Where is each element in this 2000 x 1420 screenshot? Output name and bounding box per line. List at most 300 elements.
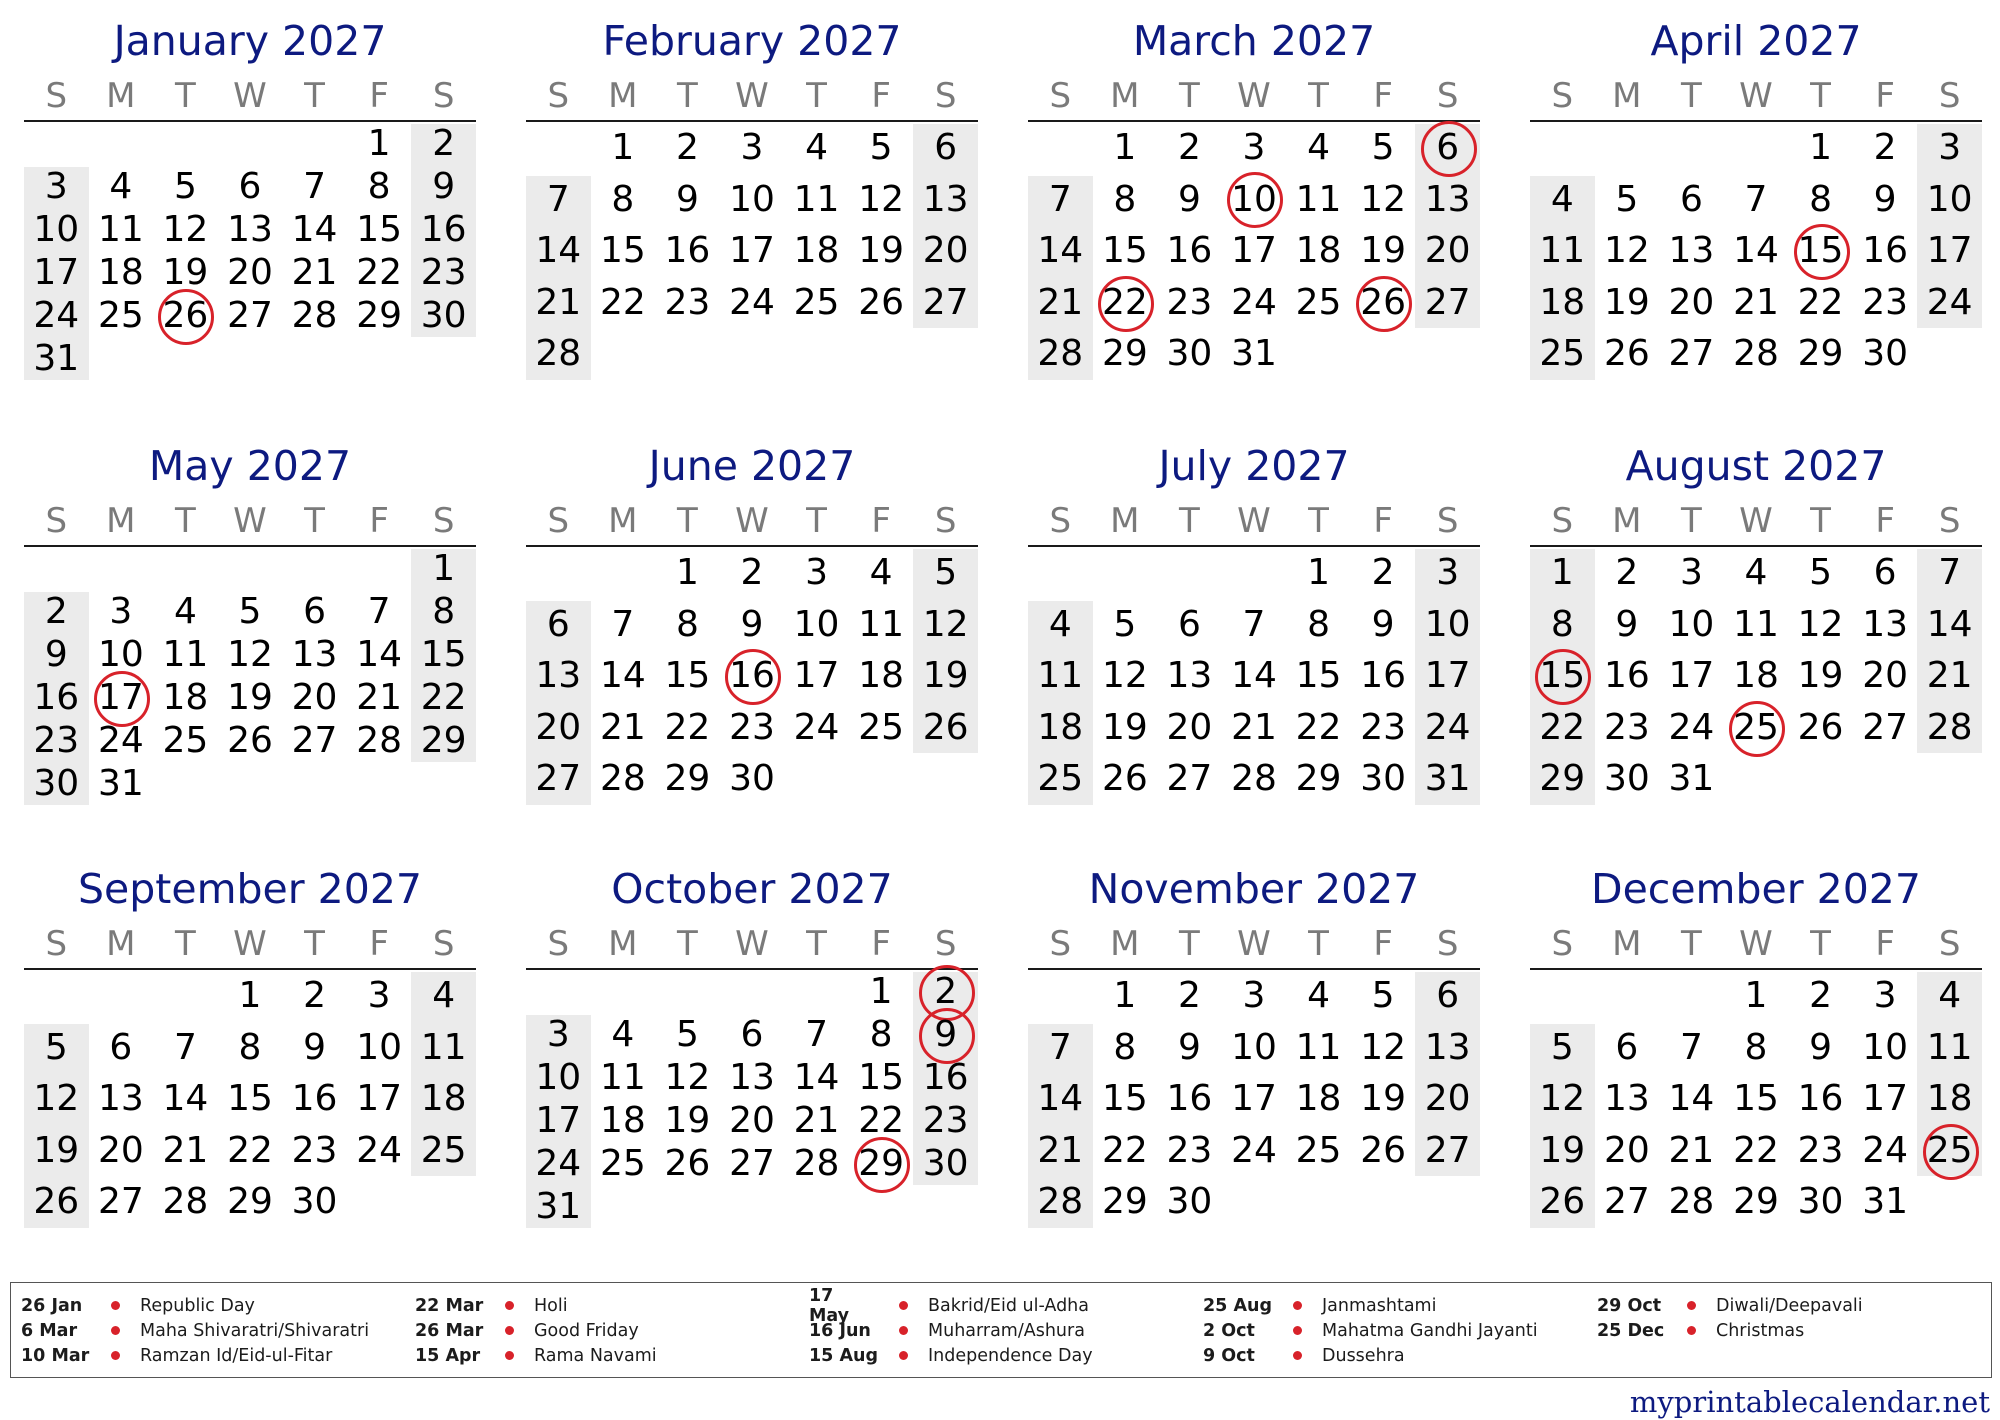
holiday-entry (21, 1318, 415, 1343)
weekday-header: T (1179, 501, 1200, 541)
weekday-header: T (1308, 76, 1329, 116)
day-cell: 7 (303, 166, 326, 207)
holiday-date: 17 May (809, 1285, 850, 1326)
week-row (1530, 599, 1982, 651)
holiday-name: Mahatma Gandhi Jayanti (1322, 1320, 1538, 1341)
holiday-entry (21, 1343, 415, 1368)
empty-day-cell (1093, 547, 1158, 599)
day-cell: 15 (356, 209, 402, 250)
day-cell: 9 (1177, 178, 1201, 220)
holiday-column (415, 1293, 809, 1377)
day-cell: 4 (432, 975, 456, 1016)
day-cell: 11 (1295, 1026, 1342, 1068)
empty-day-cell (347, 337, 412, 380)
day-cell: 1 (238, 975, 262, 1016)
week-row (24, 970, 476, 1022)
red-dot-icon (505, 1301, 514, 1310)
day-cell: 2 (1809, 975, 1832, 1016)
week-row (1028, 547, 1480, 599)
weeks-body (1530, 970, 1982, 1228)
weekday-header-row (526, 497, 978, 547)
day-cell: 5 (1809, 552, 1832, 593)
day-cell: 28 (356, 720, 402, 761)
empty-day-cell (591, 970, 656, 1013)
day-cell: 18 (1539, 281, 1586, 323)
day-cell: 30 (1797, 1181, 1844, 1223)
day-cell: 30 (1360, 758, 1406, 800)
weekday-header: M (608, 924, 638, 964)
day-cell: 21 (599, 706, 646, 748)
day-cell: 29 (227, 1181, 273, 1223)
day-cell: 4 (1307, 127, 1330, 168)
day-cell: 10 (97, 634, 144, 675)
holiday-name: Dussehra (1322, 1345, 1405, 1366)
weekday-header: S (547, 924, 570, 964)
week-row (526, 1185, 978, 1228)
day-cell: 7 (1048, 1026, 1072, 1068)
holiday-name: Bakrid/Eid ul-Adha (928, 1295, 1089, 1316)
empty-day-cell (218, 762, 283, 805)
day-cell: 4 (1048, 603, 1072, 645)
weekday-header: T (304, 924, 325, 964)
day-cell: 6 (1177, 603, 1201, 645)
empty-day-cell (1415, 328, 1480, 380)
day-cell: 19 (1360, 230, 1406, 272)
weekday-header-row (1530, 920, 1982, 970)
day-cell: 14 (1668, 1078, 1715, 1120)
day-cell: 5 (1371, 975, 1395, 1016)
day-cell: 16 (33, 677, 80, 718)
empty-day-cell (1286, 328, 1351, 380)
holiday-day-cell: 26 (153, 294, 218, 337)
week-row (526, 328, 978, 380)
day-cell: 14 (535, 230, 582, 272)
day-cell: 19 (1101, 706, 1148, 748)
day-cell: 17 (1424, 655, 1471, 697)
month-title: June 2027 (648, 442, 856, 490)
holiday-name: Christmas (1716, 1320, 1805, 1341)
day-cell: 8 (869, 1014, 893, 1055)
day-cell: 8 (675, 603, 699, 645)
holiday-entry (809, 1285, 1203, 1326)
day-cell: 11 (1295, 178, 1342, 220)
day-cell: 17 (356, 1078, 402, 1120)
day-cell: 17 (1231, 230, 1277, 272)
weeks-body (526, 970, 978, 1228)
day-cell: 30 (729, 758, 775, 800)
day-cell: 15 (599, 230, 646, 272)
day-cell: 3 (367, 975, 391, 1016)
weekday-header: T (806, 501, 827, 541)
holiday-name: Rama Navami (534, 1345, 657, 1366)
day-cell: 7 (173, 1026, 197, 1068)
week-row (526, 1013, 978, 1056)
day-cell: 14 (793, 1057, 840, 1098)
day-cell: 8 (1113, 1026, 1137, 1068)
day-cell: 1 (675, 552, 699, 593)
day-cell: 17 (1668, 655, 1715, 697)
day-cell: 16 (1797, 1078, 1844, 1120)
empty-day-cell (1595, 970, 1660, 1022)
day-cell: 24 (33, 295, 80, 336)
day-cell: 7 (805, 1014, 828, 1055)
weekday-header: T (806, 76, 827, 116)
month-calendar (1028, 858, 1480, 1228)
empty-day-cell (89, 970, 154, 1022)
holiday-day-cell: 29 (849, 1142, 914, 1185)
week-row (1028, 122, 1480, 174)
day-cell: 23 (1360, 706, 1406, 748)
day-cell: 22 (420, 677, 467, 718)
day-cell: 28 (162, 1181, 209, 1223)
empty-day-cell (720, 970, 785, 1013)
day-cell: 12 (922, 603, 969, 645)
week-row (1028, 277, 1480, 329)
day-cell: 18 (1037, 706, 1084, 748)
day-cell: 10 (1862, 1026, 1908, 1068)
day-cell: 11 (420, 1026, 467, 1068)
day-cell: 27 (227, 295, 273, 336)
weekday-header: S (432, 501, 455, 541)
day-cell: 23 (1862, 281, 1908, 323)
day-cell: 26 (227, 720, 273, 761)
day-cell: 5 (934, 552, 958, 593)
empty-day-cell (1286, 1176, 1351, 1228)
weekday-header: S (45, 924, 68, 964)
day-cell: 4 (1744, 552, 1768, 593)
day-cell: 9 (44, 634, 68, 675)
day-cell: 12 (1360, 1026, 1406, 1068)
weekday-header: W (735, 924, 769, 964)
day-cell: 12 (1539, 1078, 1586, 1120)
day-cell: 25 (1295, 281, 1342, 323)
weekday-header-row (1530, 497, 1982, 547)
day-cell: 2 (1615, 552, 1639, 593)
week-row (24, 1022, 476, 1074)
empty-day-cell (218, 337, 283, 380)
empty-day-cell (1724, 753, 1789, 805)
day-cell: 13 (227, 209, 273, 250)
day-cell: 27 (1668, 333, 1715, 375)
weekday-header: T (677, 924, 698, 964)
weekday-header: W (1237, 76, 1271, 116)
day-cell: 25 (97, 295, 144, 336)
day-cell: 19 (922, 655, 969, 697)
day-cell: 31 (1231, 333, 1277, 375)
weekday-header: S (1049, 924, 1072, 964)
weekday-header: M (106, 924, 136, 964)
day-cell: 7 (1679, 1026, 1703, 1068)
day-cell: 8 (1307, 603, 1330, 645)
holiday-entry (415, 1293, 809, 1318)
empty-day-cell (1351, 1176, 1416, 1228)
day-cell: 3 (1938, 127, 1962, 168)
weekday-header-row (1028, 920, 1480, 970)
weekday-header: F (871, 76, 891, 116)
weekday-header: T (175, 501, 196, 541)
day-cell: 26 (1360, 1129, 1406, 1171)
day-cell: 13 (1166, 655, 1213, 697)
day-cell: 23 (729, 706, 775, 748)
day-cell: 14 (1926, 603, 1973, 645)
day-cell: 8 (1113, 178, 1137, 220)
empty-day-cell (282, 762, 347, 805)
day-cell: 6 (934, 127, 958, 168)
day-cell: 9 (675, 178, 699, 220)
week-row (1028, 702, 1480, 754)
day-cell: 12 (162, 209, 209, 250)
weekday-header: S (1436, 924, 1459, 964)
day-cell: 20 (1166, 706, 1213, 748)
day-cell: 28 (291, 295, 338, 336)
empty-day-cell (1917, 1176, 1982, 1228)
empty-day-cell (153, 337, 218, 380)
day-cell: 10 (535, 1057, 582, 1098)
day-cell: 28 (599, 758, 646, 800)
day-cell: 2 (740, 552, 764, 593)
empty-day-cell (655, 328, 720, 380)
day-cell: 27 (1603, 1181, 1650, 1223)
day-cell: 29 (420, 720, 467, 761)
day-cell: 31 (97, 763, 144, 804)
day-cell: 14 (1733, 230, 1779, 272)
day-cell: 16 (1166, 1078, 1213, 1120)
month-title: August 2027 (1625, 442, 1887, 490)
weekday-header: M (1110, 924, 1140, 964)
day-cell: 9 (432, 166, 456, 207)
empty-day-cell (282, 337, 347, 380)
weekday-header: S (1436, 76, 1459, 116)
day-cell: 18 (1926, 1078, 1973, 1120)
day-cell: 26 (33, 1181, 80, 1223)
week-row (526, 970, 978, 1013)
week-row (1530, 753, 1982, 805)
empty-day-cell (526, 970, 591, 1013)
day-cell: 13 (1424, 1026, 1471, 1068)
day-cell: 2 (1371, 552, 1395, 593)
empty-day-cell (1028, 122, 1093, 174)
week-row (1530, 277, 1982, 329)
day-cell: 18 (858, 655, 904, 697)
day-cell: 7 (1242, 603, 1266, 645)
week-row (526, 702, 978, 754)
weekday-header: M (1612, 924, 1642, 964)
empty-day-cell (1788, 753, 1853, 805)
site-footer[interactable]: myprintablecalendar.net (1629, 1385, 1990, 1419)
day-cell: 4 (805, 127, 828, 168)
day-cell: 17 (1926, 230, 1973, 272)
empty-day-cell (218, 122, 283, 165)
weeks-body (526, 547, 978, 805)
red-dot-icon (1687, 1301, 1696, 1310)
day-cell: 13 (1603, 1078, 1650, 1120)
week-row (24, 165, 476, 208)
day-cell: 26 (1797, 706, 1844, 748)
day-cell: 24 (1231, 281, 1277, 323)
holiday-day-cell: 17 (89, 676, 154, 719)
holiday-date: 9 Oct (1203, 1345, 1255, 1366)
week-row (24, 1073, 476, 1125)
month-title: May 2027 (148, 442, 352, 490)
holiday-name: Good Friday (534, 1320, 639, 1341)
day-cell: 4 (1307, 975, 1330, 1016)
day-cell: 18 (1295, 230, 1342, 272)
holiday-day-cell: 26 (1351, 277, 1416, 329)
day-cell: 11 (1926, 1026, 1973, 1068)
day-cell: 20 (227, 252, 273, 293)
weekday-header: F (1875, 501, 1895, 541)
day-cell: 7 (1048, 178, 1072, 220)
day-cell: 24 (1668, 706, 1715, 748)
day-cell: 25 (1539, 333, 1586, 375)
empty-day-cell (1222, 547, 1287, 599)
day-cell: 20 (1424, 230, 1471, 272)
day-cell: 25 (1295, 1129, 1342, 1171)
day-cell: 21 (793, 1100, 840, 1141)
day-cell: 22 (227, 1129, 273, 1171)
month-title: February 2027 (602, 17, 902, 65)
week-row (1028, 599, 1480, 651)
week-row (24, 547, 476, 590)
empty-day-cell (89, 122, 154, 165)
weekday-header: W (1739, 501, 1773, 541)
day-cell: 9 (1177, 1026, 1201, 1068)
day-cell: 5 (1371, 127, 1395, 168)
day-cell: 17 (1862, 1078, 1908, 1120)
week-row (1530, 547, 1982, 599)
weeks-body (1028, 547, 1480, 805)
holiday-name: Muharram/Ashura (928, 1320, 1085, 1341)
holiday-date: 10 Mar (21, 1345, 90, 1366)
day-cell: 24 (729, 281, 775, 323)
week-row (24, 633, 476, 676)
week-row (1028, 328, 1480, 380)
day-cell: 20 (1668, 281, 1715, 323)
day-cell: 13 (97, 1078, 144, 1120)
day-cell: 10 (1231, 1026, 1277, 1068)
month-title: March 2027 (1132, 17, 1376, 65)
day-cell: 19 (33, 1129, 80, 1171)
day-cell: 3 (740, 127, 764, 168)
day-cell: 27 (97, 1181, 144, 1223)
day-cell: 6 (1436, 975, 1460, 1016)
empty-day-cell (153, 547, 218, 590)
day-cell: 16 (1862, 230, 1908, 272)
week-row (526, 174, 978, 226)
day-cell: 12 (1797, 603, 1844, 645)
empty-day-cell (1157, 547, 1222, 599)
weekday-header: T (1179, 924, 1200, 964)
day-cell: 21 (535, 281, 582, 323)
day-cell: 11 (599, 1057, 646, 1098)
empty-day-cell (411, 762, 476, 805)
month-calendar (1530, 858, 1982, 1228)
weekday-header: M (106, 76, 136, 116)
day-cell: 28 (793, 1143, 840, 1184)
day-cell: 12 (33, 1078, 80, 1120)
day-cell: 18 (420, 1078, 467, 1120)
weekday-header: F (369, 924, 389, 964)
weeks-body (1028, 970, 1480, 1228)
day-cell: 27 (922, 281, 969, 323)
holiday-entry (1203, 1293, 1597, 1318)
week-row (24, 122, 476, 165)
holiday-day-cell: 25 (1724, 702, 1789, 754)
week-row (1530, 328, 1982, 380)
day-cell: 30 (1862, 333, 1908, 375)
day-cell: 1 (1113, 127, 1137, 168)
weekday-header: S (1551, 501, 1574, 541)
week-row (526, 547, 978, 599)
day-cell: 21 (1733, 281, 1779, 323)
day-cell: 14 (291, 209, 338, 250)
day-cell: 8 (367, 166, 391, 207)
red-dot-icon (1293, 1351, 1302, 1360)
weekday-header: F (1875, 924, 1895, 964)
red-dot-icon (111, 1301, 120, 1310)
day-cell: 15 (1733, 1078, 1779, 1120)
day-cell: 18 (599, 1100, 646, 1141)
day-cell: 10 (33, 209, 80, 250)
week-row (24, 294, 476, 337)
day-cell: 12 (227, 634, 273, 675)
day-cell: 31 (1862, 1181, 1908, 1223)
day-cell: 27 (729, 1143, 775, 1184)
day-cell: 16 (664, 230, 711, 272)
empty-day-cell (1028, 547, 1093, 599)
empty-day-cell (89, 337, 154, 380)
day-cell: 17 (535, 1100, 582, 1141)
week-row (1028, 1125, 1480, 1177)
day-cell: 18 (1295, 1078, 1342, 1120)
weeks-body (526, 122, 978, 380)
weekday-header: S (547, 76, 570, 116)
weekday-header: M (1110, 501, 1140, 541)
weekday-header: M (1612, 76, 1642, 116)
weekday-header: S (45, 501, 68, 541)
empty-day-cell (784, 1185, 849, 1228)
day-cell: 26 (922, 706, 969, 748)
day-cell: 23 (922, 1100, 969, 1141)
weekday-header: W (233, 76, 267, 116)
weeks-body (1028, 122, 1480, 380)
empty-day-cell (153, 970, 218, 1022)
holiday-entry (21, 1293, 415, 1318)
day-cell: 2 (1177, 127, 1201, 168)
day-cell: 11 (97, 209, 144, 250)
day-cell: 1 (432, 548, 456, 589)
month-title: January 2027 (113, 17, 387, 65)
day-cell: 12 (1101, 655, 1148, 697)
weekday-header: T (1308, 924, 1329, 964)
holiday-column (1203, 1293, 1597, 1377)
day-cell: 30 (291, 1181, 338, 1223)
day-cell: 28 (1668, 1181, 1715, 1223)
day-cell: 8 (1744, 1026, 1768, 1068)
day-cell: 18 (1733, 655, 1779, 697)
day-cell: 14 (599, 655, 646, 697)
day-cell: 26 (1101, 758, 1148, 800)
month-calendar (24, 435, 476, 805)
empty-day-cell (1530, 122, 1595, 174)
weekday-header: F (369, 501, 389, 541)
week-row (1530, 1176, 1982, 1228)
day-cell: 1 (1550, 552, 1574, 593)
empty-day-cell (1917, 328, 1982, 380)
week-row (1530, 122, 1982, 174)
week-row (24, 208, 476, 251)
weekday-header: S (1436, 501, 1459, 541)
